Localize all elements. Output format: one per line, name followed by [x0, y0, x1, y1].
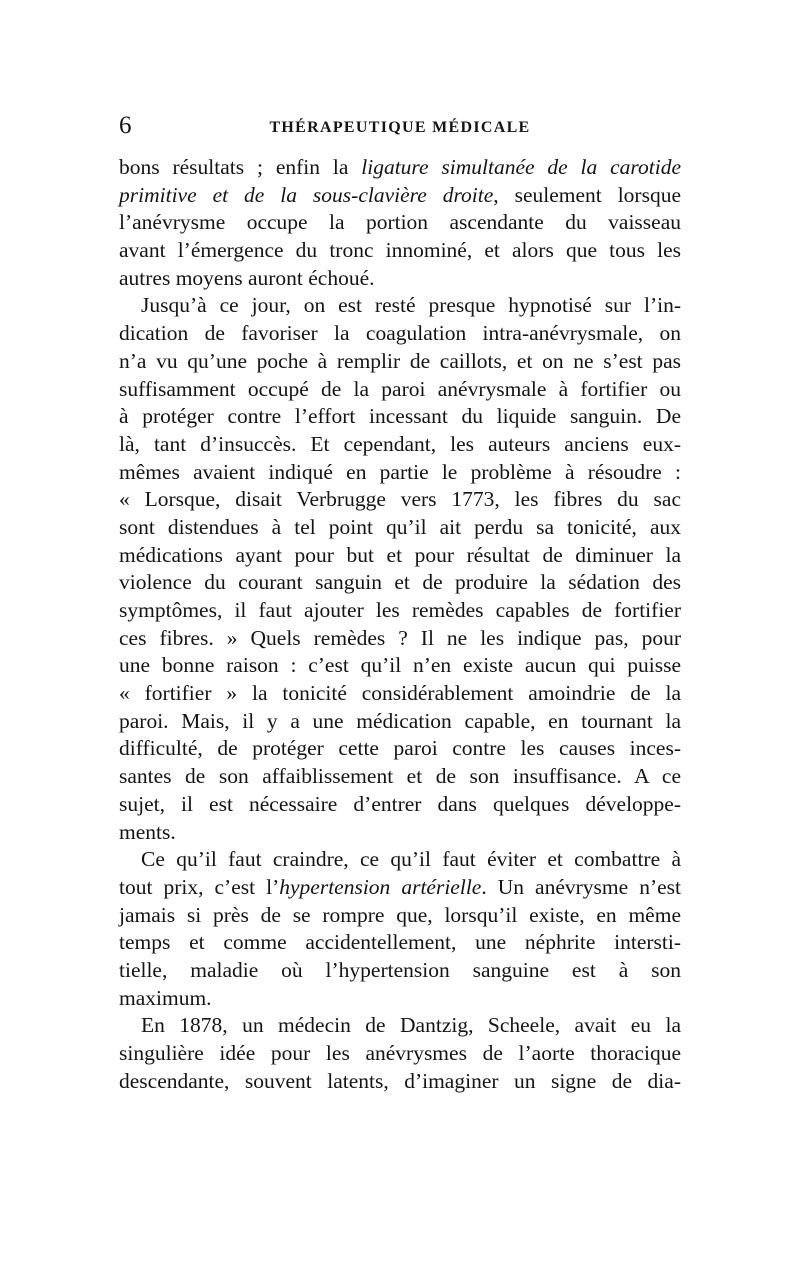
paragraph-start: En 1878, un médecin de Dantzig, Scheele, avait eu la: [141, 1013, 681, 1038]
text-line: primitive et de la sous-clavière droite, seulement lorsque: [119, 182, 681, 207]
paragraph-start: Ce qu’il faut craindre, ce qu’il faut éviter et combattre à: [141, 847, 681, 872]
italic-phrase: hypertension artérielle: [279, 874, 482, 899]
text-line: dication de favoriser la coagulation intra-anévrysmale, on: [119, 321, 681, 346]
text-line: autres moyens auront échoué.: [119, 265, 375, 290]
text-line: là, tant d’insuccès. Et cependant, les auteurs anciens eux-: [119, 431, 681, 456]
text-line: une bonne raison : c’est qu’il n’en existe aucun qui puisse: [119, 653, 681, 678]
text-line: tout prix, c’est l’hypertension artérielle. Un anévrysme n’est: [119, 874, 681, 899]
text-line: temps et comme accidentellement, une néphrite intersti-: [119, 930, 681, 955]
text-line: sont distendues à tel point qu’il ait perdu sa tonicité, aux: [119, 514, 681, 539]
text-line: à protéger contre l’effort incessant du liquide sanguin. De: [119, 404, 681, 429]
text-line: suffisamment occupé de la paroi anévrysmale à fortifier ou: [119, 376, 681, 401]
text-line: descendante, souvent latents, d’imaginer un signe de dia-: [119, 1068, 681, 1093]
text-line: santes de son affaiblissement et de son insuffisance. A ce: [119, 764, 681, 789]
italic-phrase: ligature simultanée de la carotide: [361, 155, 681, 179]
paragraph-start: Jusqu’à ce jour, on est resté presque hypnotisé sur l’in-: [141, 293, 681, 318]
text-line: singulière idée pour les anévrysmes de l’aorte thoracique: [119, 1041, 681, 1065]
text-line: bons résultats ; enfin la ligature simultanée de la carotide: [119, 155, 681, 179]
text-line: maximum.: [119, 985, 212, 1010]
text-line: l’anévrysme occupe la portion ascendante du vaisseau: [119, 210, 681, 235]
text-line: jamais si près de se rompre que, lorsqu’il existe, en même: [119, 902, 681, 927]
italic-phrase: primitive et de la sous-clavière droite: [119, 182, 494, 207]
text-line: « fortifier » la tonicité considérablement amoindrie de la: [119, 681, 681, 706]
text-line: ments.: [119, 819, 176, 844]
page-header: [119, 108, 681, 144]
body-text: [119, 154, 681, 1095]
text-line: symptômes, il faut ajouter les remèdes capables de fortifier: [119, 598, 681, 622]
text-line: « Lorsque, disait Verbrugge vers 1773, les fibres du sac: [119, 487, 681, 512]
page-number: 6: [119, 112, 132, 139]
text-line: tielle, maladie où l’hypertension sanguine est à son: [119, 957, 681, 982]
running-title: THÉRAPEUTIQUE MÉDICALE: [269, 119, 531, 136]
text-line: mêmes avaient indiqué en partie le problème à résoudre :: [119, 459, 681, 484]
text-line: violence du courant sanguin et de produire la sédation des: [119, 570, 681, 595]
text-line: ces fibres. » Quels remèdes ? Il ne les indique pas, pour: [119, 625, 681, 650]
text-line: n’a vu qu’une poche à remplir de caillots, et on ne s’est pas: [119, 348, 681, 373]
text-line: paroi. Mais, il y a une médication capable, en tournant la: [119, 708, 681, 733]
text-line: sujet, il est nécessaire d’entrer dans quelques développe-: [119, 791, 681, 816]
text-line: avant l’émergence du tronc innominé, et alors que tous les: [119, 238, 681, 263]
text-line: difficulté, de protéger cette paroi contre les causes inces-: [119, 736, 681, 761]
text-line: médications ayant pour but et pour résultat de diminuer la: [119, 542, 681, 567]
